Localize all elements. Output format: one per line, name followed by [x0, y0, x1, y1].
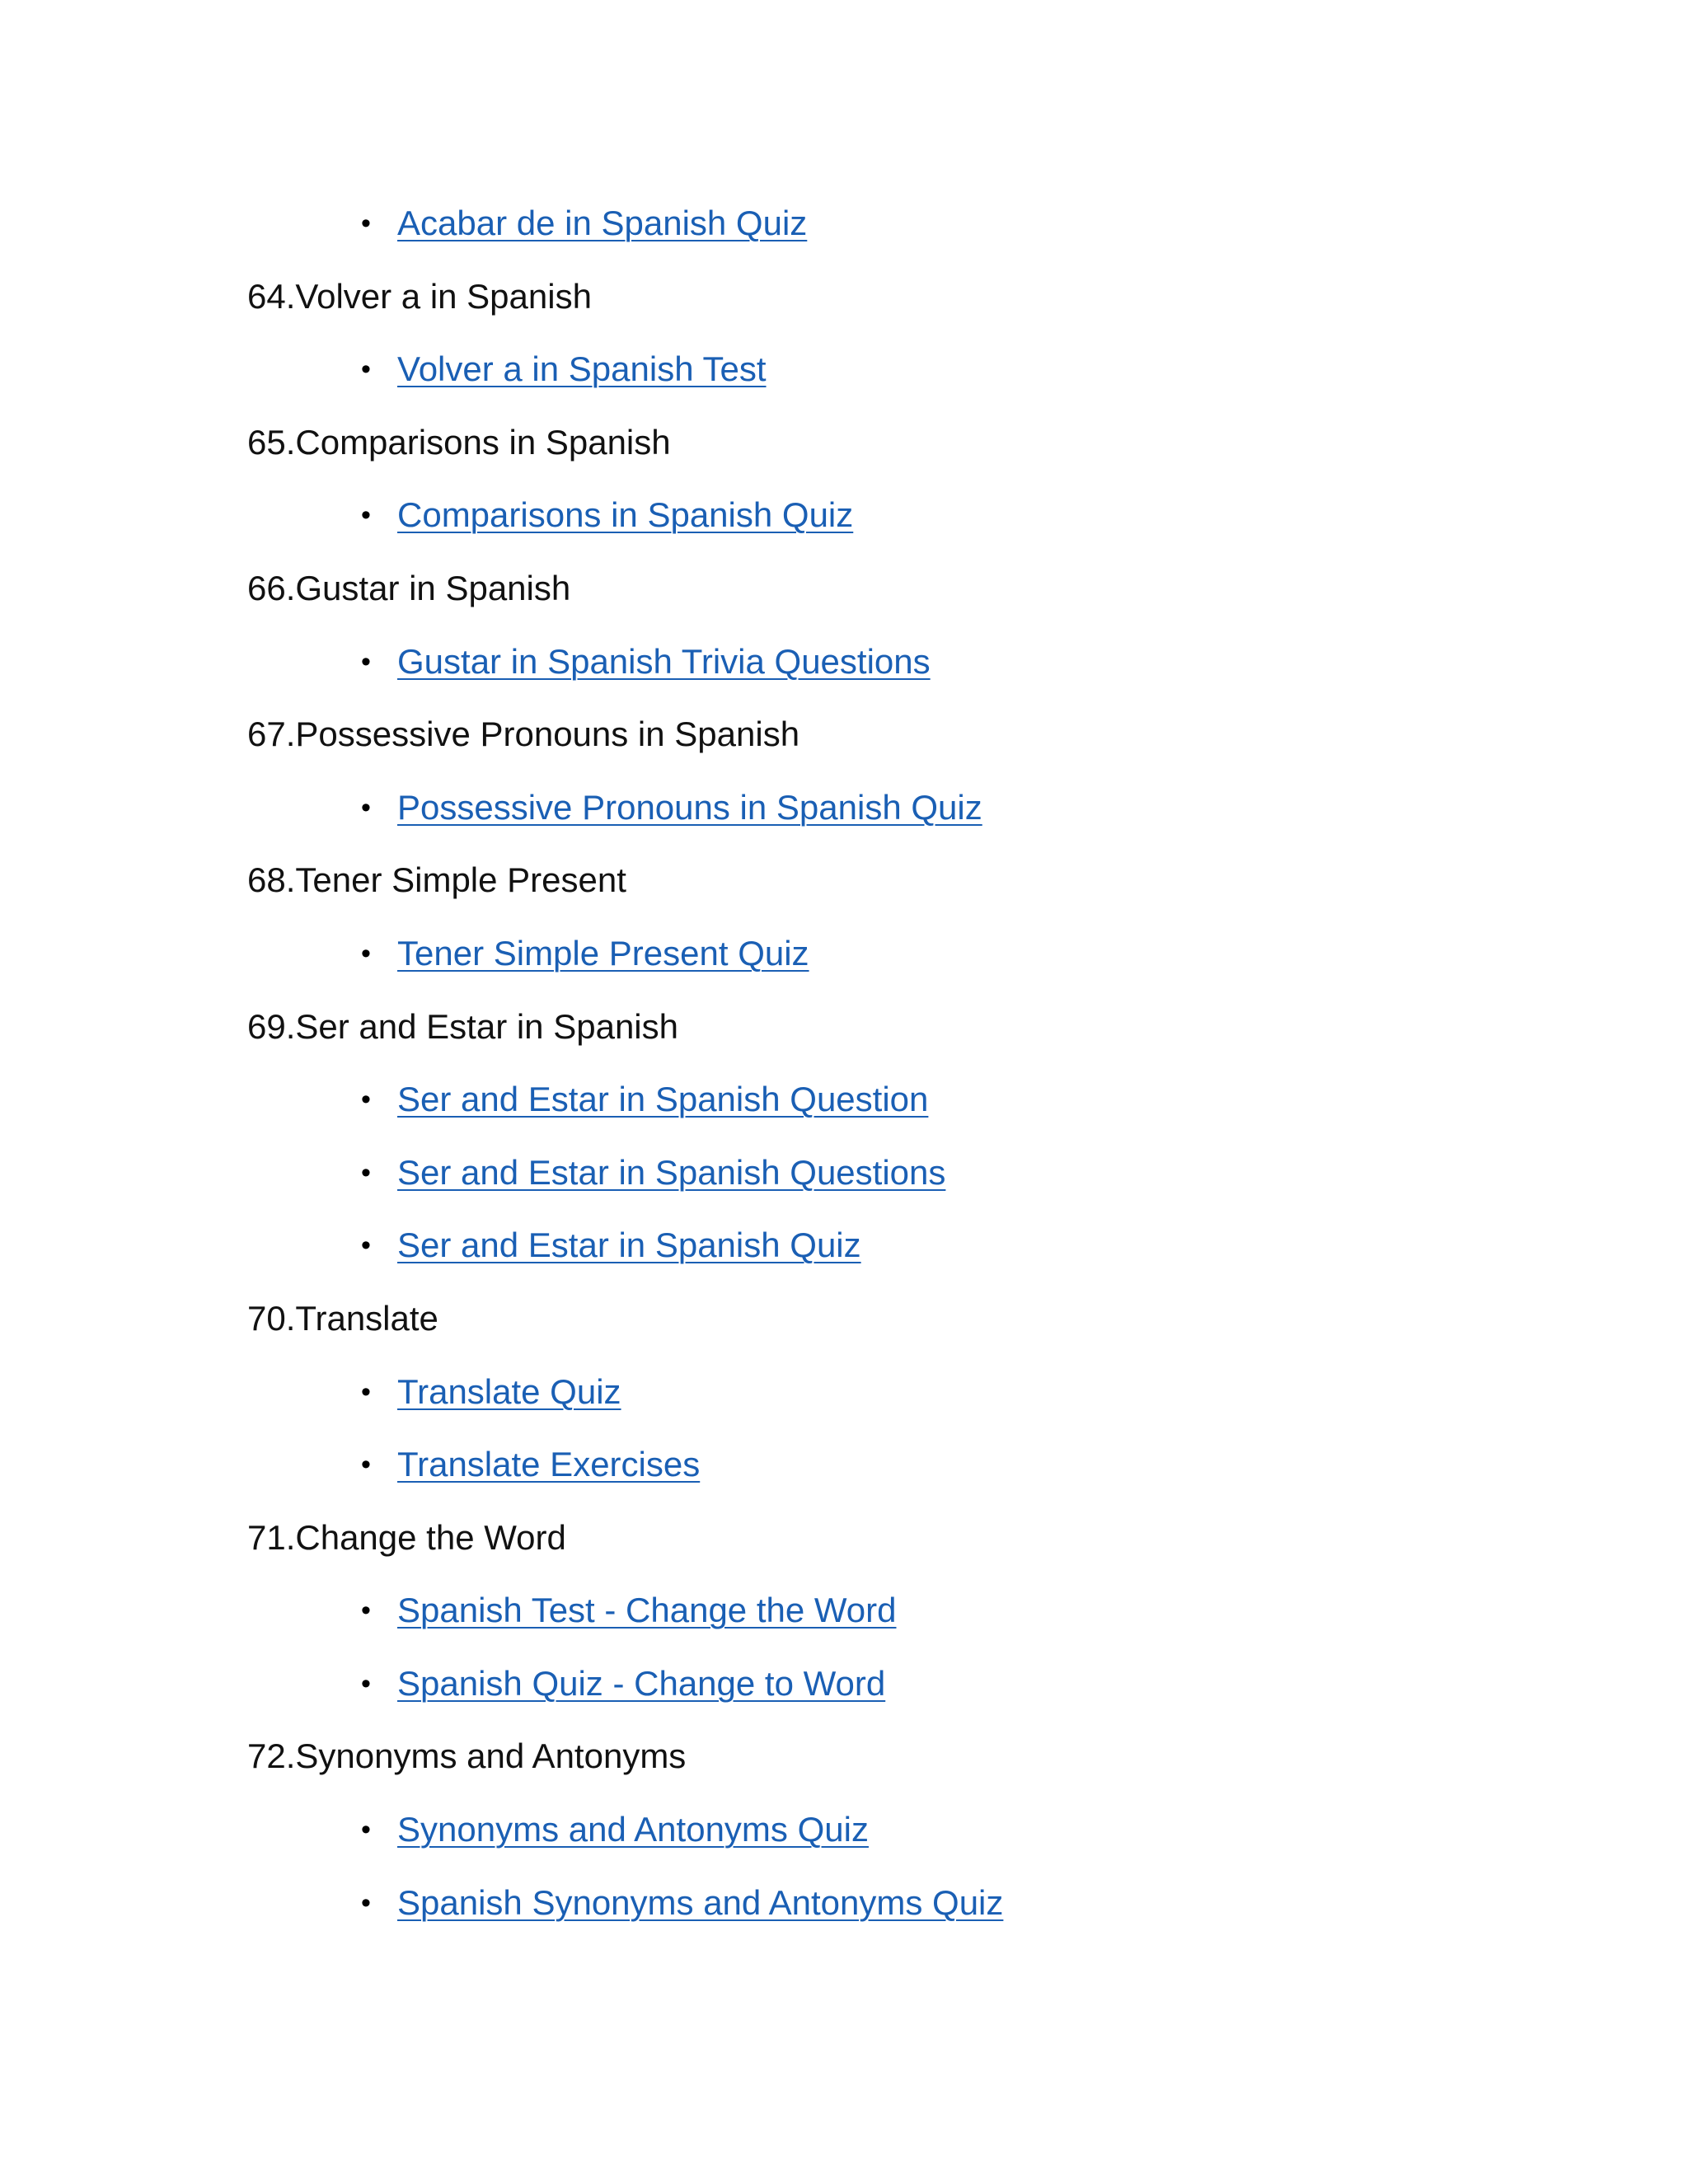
- list-item: [247, 637, 1566, 710]
- bullet-icon: •: [361, 1376, 371, 1408]
- bullet-icon: •: [361, 791, 371, 823]
- section-heading-text: 70.Translate: [247, 1298, 438, 1338]
- quiz-link[interactable]: Volver a in Spanish Test: [397, 349, 767, 389]
- section-heading: [247, 710, 1566, 783]
- bullet-icon: •: [361, 1814, 371, 1846]
- list-item: [247, 1440, 1566, 1513]
- section-heading-text: 64.Volver a in Spanish: [247, 276, 592, 316]
- quiz-link[interactable]: Gustar in Spanish Trivia Questions: [397, 641, 931, 681]
- bullet-icon: •: [361, 1667, 371, 1699]
- section-heading: [247, 1002, 1566, 1076]
- bullet-icon: •: [361, 1886, 371, 1919]
- bullet-icon: •: [361, 1595, 371, 1627]
- section-heading: [247, 272, 1566, 345]
- list-item: [247, 783, 1566, 856]
- bullet-icon: •: [361, 645, 371, 677]
- list-item: [247, 1075, 1566, 1148]
- list-item: [247, 1148, 1566, 1221]
- section-heading: [247, 418, 1566, 491]
- list-item: [247, 199, 1566, 272]
- quiz-link[interactable]: Translate Quiz: [397, 1371, 621, 1411]
- list-item: [247, 1586, 1566, 1659]
- section-heading-text: 67.Possessive Pronouns in Spanish: [247, 715, 800, 754]
- list-item: [247, 1221, 1566, 1294]
- list-item: [247, 1659, 1566, 1732]
- bullet-icon: •: [361, 1230, 371, 1262]
- list-item: [247, 1878, 1566, 1952]
- quiz-link[interactable]: Acabar de in Spanish Quiz: [397, 204, 808, 242]
- bullet-icon: •: [361, 1084, 371, 1116]
- quiz-link[interactable]: Spanish Quiz - Change to Word: [397, 1663, 886, 1703]
- quiz-link[interactable]: Spanish Synonyms and Antonyms Quiz: [397, 1882, 1004, 1922]
- document-content: [247, 199, 1566, 1951]
- list-item: [247, 1805, 1566, 1878]
- list-item: [247, 1367, 1566, 1441]
- list-item: [247, 490, 1566, 564]
- quiz-link[interactable]: Tener Simple Present Quiz: [397, 933, 809, 972]
- section-heading-text: 69.Ser and Estar in Spanish: [247, 1006, 678, 1046]
- bullet-icon: •: [361, 208, 371, 239]
- section-heading-text: 68.Tener Simple Present: [247, 860, 626, 900]
- quiz-link[interactable]: Spanish Test - Change the Word: [397, 1591, 897, 1630]
- quiz-link[interactable]: Translate Exercises: [397, 1445, 701, 1484]
- list-item: [247, 929, 1566, 1002]
- section-heading-text: 66.Gustar in Spanish: [247, 568, 571, 607]
- bullet-icon: •: [361, 1156, 371, 1188]
- section-heading: [247, 855, 1566, 929]
- quiz-link[interactable]: Possessive Pronouns in Spanish Quiz: [397, 787, 982, 827]
- quiz-link[interactable]: Comparisons in Spanish Quiz: [397, 495, 854, 535]
- bullet-icon: •: [361, 1449, 371, 1481]
- section-heading: [247, 1732, 1566, 1805]
- list-item: [247, 344, 1566, 418]
- bullet-icon: •: [361, 354, 371, 386]
- section-heading-text: 65.Comparisons in Spanish: [247, 422, 671, 462]
- section-heading: [247, 1513, 1566, 1586]
- bullet-icon: •: [361, 937, 371, 969]
- quiz-link[interactable]: Synonyms and Antonyms Quiz: [397, 1810, 869, 1849]
- quiz-link[interactable]: Ser and Estar in Spanish Questions: [397, 1152, 946, 1192]
- section-heading: [247, 1294, 1566, 1367]
- section-heading-text: 72.Synonyms and Antonyms: [247, 1736, 687, 1776]
- section-heading-text: 71.Change the Word: [247, 1517, 566, 1557]
- quiz-link[interactable]: Ser and Estar in Spanish Quiz: [397, 1226, 861, 1265]
- bullet-icon: •: [361, 499, 371, 532]
- quiz-link[interactable]: Ser and Estar in Spanish Question: [397, 1080, 929, 1119]
- section-heading: [247, 564, 1566, 637]
